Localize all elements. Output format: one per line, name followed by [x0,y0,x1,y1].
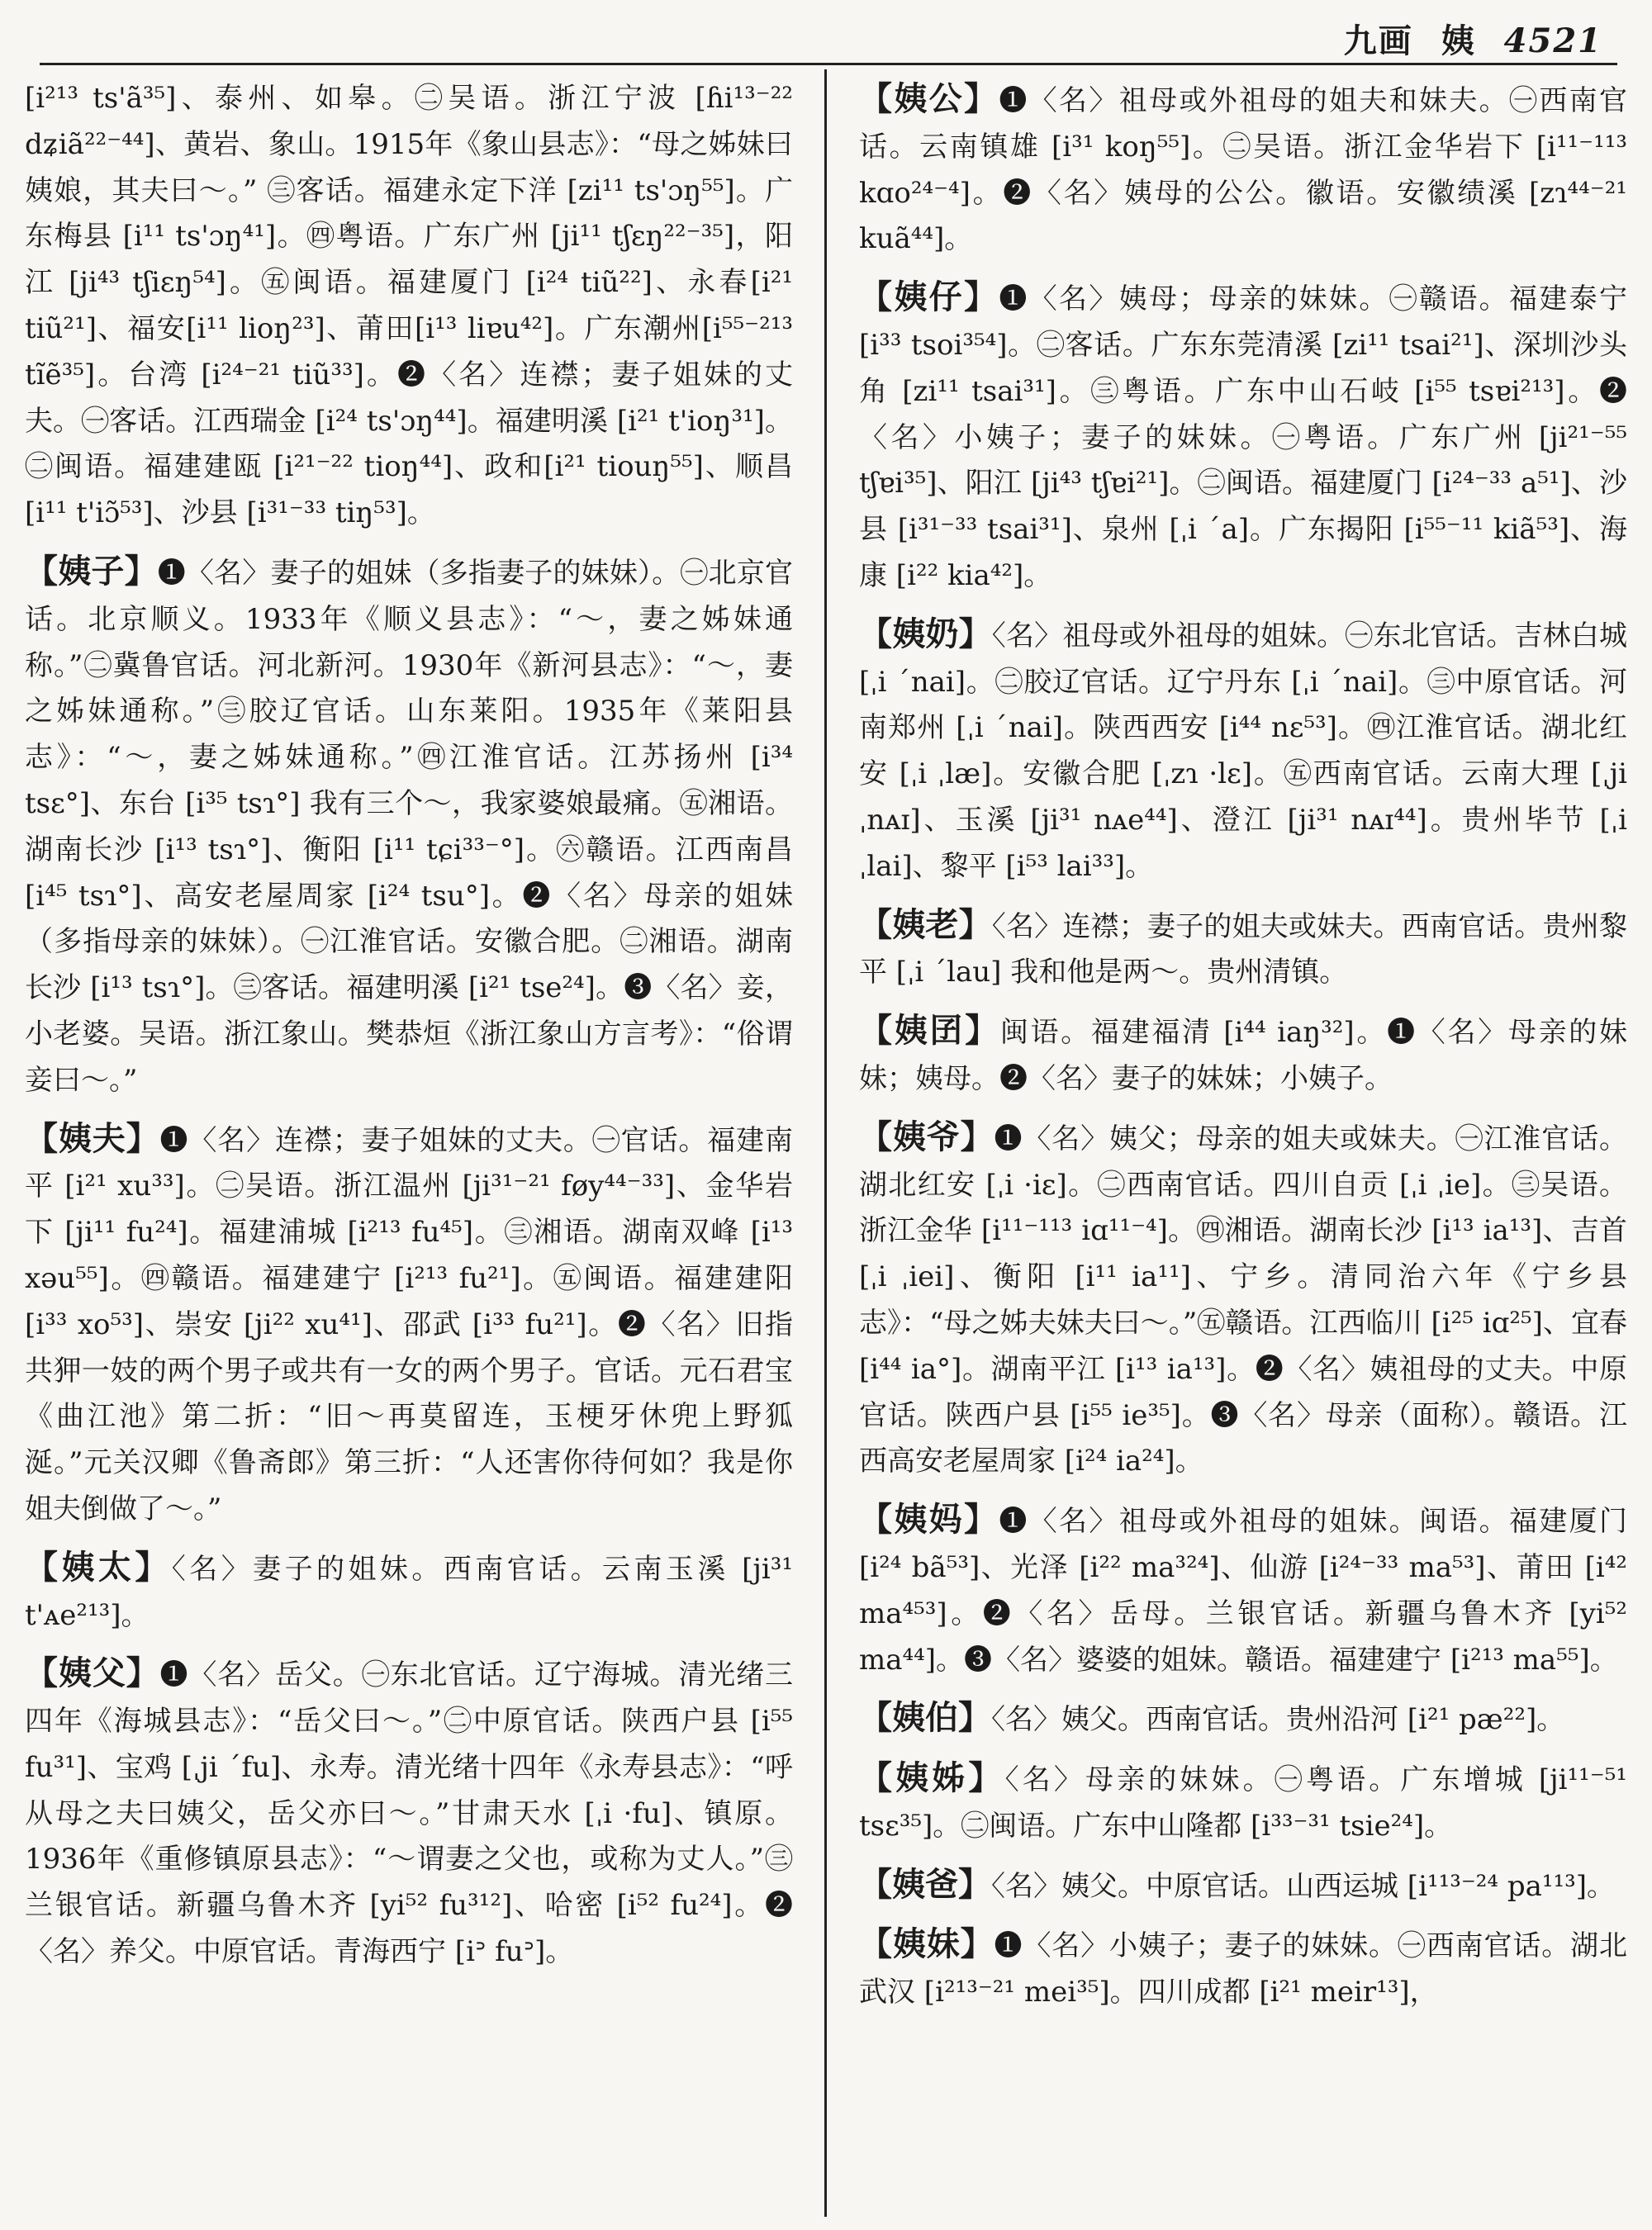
head-char: 姨 [1441,21,1476,60]
headword: 【姨夫】 [25,1118,160,1158]
column-divider [824,69,827,2217]
headword: 【姨奶】 [859,614,992,653]
entry-yijian [859,1008,1627,1103]
headword: 【姨爸】 [859,1864,991,1904]
page-header [0,0,1652,64]
entry-body: 〈名〉母亲的妹妹。㊀粤语。广东增城 [ji¹¹⁻⁵¹ tsɛ³⁵]。㊁闽语。广东中山隆都 [i³³⁻³¹ tsie²⁴]。 [859,1763,1627,1843]
entry-body: 〈名〉姨父。西南官话。贵州沿河 [i²¹ pæ²²]。 [991,1703,1565,1737]
headword: 【姨姊】 [859,1758,1005,1798]
section-label: 九画 [1343,21,1413,60]
headword: 【姨囝】 [859,1011,1000,1051]
entry-body: 闽语。福建福清 [i⁴⁴ iaŋ³²]。❶〈名〉母亲的妹妹；姨母。❷〈名〉妻子的妹妹；小姨子。 [859,1016,1627,1095]
entry-body: 〈名〉妻子的姐妹。西南官话。云南玉溪 [ji³¹ t'ᴀe²¹³]。 [25,1552,793,1632]
entry-body: ❶〈名〉岳父。㊀东北官话。辽宁海城。清光绪三四年《海城县志》：“岳父曰～。”㊁中原官话。陕西户县 [i⁵⁵ fu³¹]、宝鸡 [ˌji ˊfu]、永寿。清光绪十四年《永寿县志》：“呼从母之夫曰姨父，岳父亦曰～。”甘肃天水 [ˌi ·fu]、镇原。1936年《重修镇原县志》：“～谓妻之父也，或称为丈人。”㊂兰银官话。新疆乌鲁木齐 [yi⁵² fu³¹²]、哈密 [i⁵² fu²⁴]。❷〈名〉养父。中原官话。青海西宁 [iᐣ fuᐣ]。 [25,1658,793,1969]
entry-body: ❶〈名〉姨父；母亲的姐夫或妹夫。㊀江淮官话。湖北红安 [ˌi ·iɛ]。㊁西南官话。四川自贡 [ˌi ˌie]。㊂吴语。浙江金华 [i¹¹⁻¹¹³ iɑ¹¹⁻⁴]。㊃湘语。湖南长沙 [i¹³ ia¹³]、吉首 [ˌi ˌiei]、衡阳 [i¹¹ ia¹¹]、宁乡。清同治六年《宁乡县志》：“母之姊夫妹夫曰～。”㊄赣语。江西临川 [i²⁵ iɑ²⁵]、宜春 [i⁴⁴ ia°]。湖南平江 [i¹³ ia¹³]。❷〈名〉姨祖母的丈夫。中原官话。陕西户县 [i⁵⁵ ie³⁵]。❸〈名〉母亲（面称）。赣语。江西高安老屋周家 [i²⁴ ia²⁴]。 [859,1122,1627,1478]
headword: 【姨公】 [859,79,999,118]
headword: 【姨妈】 [859,1500,999,1540]
entry-yimei [859,1921,1627,2016]
entry-yima [859,1497,1627,1683]
entry-yiba [859,1862,1627,1910]
entry-yitai [25,1544,793,1639]
entry-body: ❶〈名〉连襟；妻子姐妹的丈夫。㊀官话。福建南平 [i²¹ xu³³]。㊁吴语。浙江温州 [ji³¹⁻²¹ føy⁴⁴⁻³³]、金华岩下 [ji¹¹ fu²⁴]。福建浦城 [i²¹³ fu⁴⁵]。㊂湘语。湖南双峰 [i¹³ xəu⁵⁵]。㊃赣语。福建建宁 [i²¹³ fu²¹]。㊄闽语。福建建阳 [i³³ xo⁵³]、崇安 [ji²² xu⁴¹]、邵武 [i³³ fu²¹]。❷〈名〉旧指共狎一妓的两个男子或共有一女的两个男子。官话。元石君宝《曲江池》第二折：“旧～再莫留连，玉梗牙休兜上野狐涎。”元关汉卿《鲁斋郎》第三折：“人还害你待何如？我是你姐夫倒做了～。” [25,1123,793,1525]
entry-body: ❶〈名〉妻子的姐妹（多指妻子的妹妹）。㊀北京官话。北京顺义。1933年《顺义县志》：“～，妻之姊妹通称。”㊁冀鲁官话。河北新河。1930年《新河县志》：“～，妻之姊妹通称。”㊂胶辽官话。山东莱阳。1935年《莱阳县志》：“～，妻之姊妹通称。”㊃江淮官话。江苏扬州 [i³⁴ tsɛ°]、东台 [i³⁵ tsɿ°] 我有三个～，我家婆娘最痛。㊄湘语。湖南长沙 [i¹³ tsɿ°]、衡阳 [i¹¹ tɕi³³⁻°]。㊅赣语。江西南昌 [i⁴⁵ tsɿ°]、高安老屋周家 [i²⁴ tsu°]。❷〈名〉母亲的姐妹（多指母亲的妹妹）。㊀江淮官话。安徽合肥。㊁湘语。湖南长沙 [i¹³ tsɿ°]。㊂客话。福建明溪 [i²¹ tse²⁴]。❸〈名〉妾，小老婆。吴语。浙江象山。樊恭烜《浙江象山方言考》：“俗谓妾曰～。” [25,556,793,1097]
headword: 【姨子】 [25,551,158,591]
running-head [1329,15,1602,62]
entry-yizi [25,548,793,1104]
entry-yibo [859,1695,1627,1744]
headword: 【姨父】 [25,1654,160,1693]
entry-body: ❶〈名〉祖母或外祖母的姐夫和妹夫。㊀西南官话。云南镇雄 [i³¹ koŋ⁵⁵]。㊁吴语。浙江金华岩下 [i¹¹⁻¹¹³ kɑo²⁴⁻⁴]。❷〈名〉姨母的公公。徽语。安徽绩溪 [zɿ⁴⁴⁻²¹ kuã⁴⁴]。 [859,84,1627,256]
entry-body: ❶〈名〉姨母；母亲的妹妹。㊀赣语。福建泰宁 [i³³ tsoi³⁵⁴]。㊁客话。广东东莞清溪 [zi¹¹ tsai²¹]、深圳沙头角 [zi¹¹ tsai³¹]。㊂粤语。广东中山石岐 [i⁵⁵ tsɐi²¹³]。❷〈名〉小姨子；妻子的妹妹。㊀粤语。广东广州 [ji²¹⁻⁵⁵ tʃɐi³⁵]、阳江 [ji⁴³ tʃɐi²¹]。㊁闽语。福建厦门 [i²⁴⁻³³ a⁵¹]、沙县 [i³¹⁻³³ tsai³¹]、泉州 [ˌi ˊa]。广东揭阳 [i⁵⁵⁻¹¹ kiã⁵³]、海康 [i²² kia⁴²]。 [859,282,1627,592]
entry-yiye [859,1114,1627,1485]
entry-yifu [25,1116,793,1533]
headword: 【姨太】 [25,1547,172,1587]
entry-body: 〈名〉祖母或外祖母的姐妹。㊀东北官话。吉林白城 [ˌi ˊnai]。㊁胶辽官话。辽宁丹东 [ˌi ˊnai]。㊂中原官话。河南郑州 [ˌi ˊnai]。陕西西安 [i⁴⁴ nɛ⁵³]。㊃江淮官话。湖北红安 [ˌi ˌlæ]。安徽合肥 [ˌzɿ ·lɛ]。㊄西南官话。云南大理 [ˌji ˌnᴀɪ]、玉溪 [ji³¹ nᴀe⁴⁴]、澄江 [ji³¹ nᴀɪ⁴⁴]。贵州毕节 [ˌi ˌlai]、黎平 [i⁵³ lai³³]。 [859,619,1627,883]
continuation-text: [i²¹³ ts'ã³⁵]、泰州、如皋。㊁吴语。浙江宁波 [ɦi¹³⁻²² dʑiã²²⁻⁴⁴]、黄岩、象山。1915年《象山县志》：“母之姊妹曰姨娘，其夫曰～。” ㊂客话。福建永定下洋 [zi¹¹ ts'ɔŋ⁵⁵]。广东梅县 [i¹¹ ts'ɔŋ⁴¹]。㊃粤语。广东广州 [ji¹¹ tʃɛŋ²²⁻³⁵]，阳江 [ji⁴³ tʃiɛŋ⁵⁴]。㊄闽语。福建厦门 [i²⁴ tiũ²²]、永春[i²¹ tiũ²¹]、福安[i¹¹ lioŋ²³]、莆田[i¹³ liɐu⁴²]。广东潮州[i⁵⁵⁻²¹³ tĩẽ³⁵]。台湾 [i²⁴⁻²¹ tiũ³³]。❷〈名〉连襟；妻子姐妹的丈夫。㊀客话。江西瑞金 [i²⁴ ts'ɔŋ⁴⁴]。福建明溪 [i²¹ t'ioŋ³¹]。㊁闽语。福建建瓯 [i²¹⁻²² tioŋ⁴⁴]、政和[i²¹ tiouŋ⁵⁵]、顺昌 [i¹¹ t'iɔ̃⁵³]、沙县 [i³¹⁻³³ tiŋ⁵³]。 [25,82,793,530]
entry-yifu-father [25,1650,793,1976]
right-column [859,76,1627,2215]
headword: 【姨妹】 [859,1924,995,1964]
entry-body: 〈名〉姨父。中原官话。山西运城 [i¹¹³⁻²⁴ pa¹¹³]。 [991,1869,1616,1903]
headword: 【姨仔】 [859,278,999,317]
entry-yizai [859,274,1627,600]
headword: 【姨伯】 [859,1698,991,1738]
entry-yilao [859,902,1627,997]
left-column [25,76,793,2215]
entry-yigong [859,76,1627,263]
page-number: 4521 [1503,21,1602,60]
entry-body: ❶〈名〉小姨子；妻子的妹妹。㊀西南官话。湖北武汉 [i²¹³⁻²¹ mei³⁵]。四川成都 [i²¹ meir¹³]， [859,1929,1627,2009]
entry-body: ❶〈名〉祖母或外祖母的姐妹。闽语。福建厦门 [i²⁴ bã⁵³]、光泽 [i²² ma³²⁴]、仙游 [i²⁴⁻³³ ma⁵³]、莆田 [i⁴² ma⁴⁵³]。❷〈名〉岳母。兰银官话。新疆乌鲁木齐 [yi⁵² ma⁴⁴]。❸〈名〉婆婆的姐妹。赣语。福建建宁 [i²¹³ ma⁵⁵]。 [859,1505,1627,1677]
entry-yizi-sister [859,1755,1627,1850]
header-rule [40,63,1617,65]
headword: 【姨老】 [859,904,992,944]
headword: 【姨爷】 [859,1117,995,1156]
entry-yinai [859,611,1627,890]
entry-body: 〈名〉连襟；妻子的姐夫或妹夫。西南官话。贵州黎平 [ˌi ˊlau] 我和他是两～。贵州清镇。 [859,909,1627,989]
